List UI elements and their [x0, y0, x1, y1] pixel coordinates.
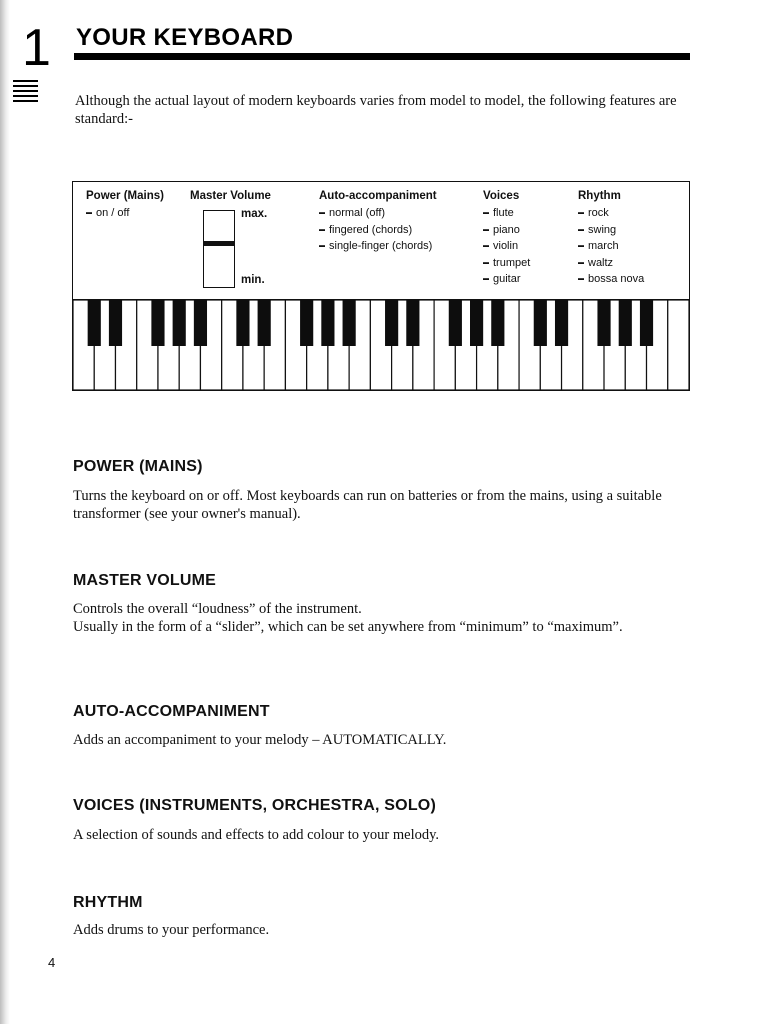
power-column: [86, 190, 164, 222]
black-key: [449, 300, 462, 346]
rhythm-heading: Rhythm: [578, 190, 621, 202]
section-body-auto-accompaniment: Adds an accompaniment to your melody – AUTOMATICALLY.: [73, 732, 447, 748]
black-key: [385, 300, 398, 346]
auto-item: ▬ normal (off): [319, 205, 437, 222]
voice-item: ▬ piano: [483, 222, 530, 239]
black-key: [555, 300, 568, 346]
black-key: [88, 300, 101, 346]
black-key: [619, 300, 632, 346]
section-heading-auto-accompaniment: AUTO-ACCOMPANIMENT: [73, 703, 270, 720]
black-key: [597, 300, 610, 346]
rhythm-item: ▬ waltz: [578, 255, 644, 272]
section-heading-voices: VOICES (INSTRUMENTS, ORCHESTRA, SOLO): [73, 797, 436, 814]
chapter-number: 1: [22, 19, 51, 77]
intro-paragraph: Although the actual layout of modern keyboards varies from model to model, the following features are standard:-: [75, 93, 677, 127]
black-key: [236, 300, 249, 346]
chapter-marker-lines: [13, 80, 38, 105]
black-key: [109, 300, 122, 346]
voices-column: [483, 190, 530, 288]
keyboard-diagram: [72, 181, 690, 391]
piano-keys-drawing: [73, 300, 689, 390]
white-key: [668, 300, 689, 390]
black-key: [491, 300, 504, 346]
volume-min-label: min.: [241, 274, 265, 286]
rhythm-item: ▬ bossa nova: [578, 271, 644, 288]
black-key: [300, 300, 313, 346]
rhythm-item: ▬ swing: [578, 222, 644, 239]
section-body-power: Turns the keyboard on or off. Most keyboards can run on batteries or from the mains, using a suitable transformer (see your owner's manual).: [73, 488, 662, 522]
section-body-voices: A selection of sounds and effects to add colour to your melody.: [73, 827, 440, 843]
black-key: [470, 300, 483, 346]
voice-item: ▬ trumpet: [483, 255, 530, 272]
black-key: [321, 300, 334, 346]
black-key: [258, 300, 271, 346]
voices-heading: Voices: [483, 190, 520, 202]
title-rule: [74, 53, 690, 60]
power-heading: Power (Mains): [86, 190, 164, 202]
black-key: [640, 300, 653, 346]
black-key: [343, 300, 356, 346]
black-key: [406, 300, 419, 346]
volume-max-label: max.: [241, 208, 268, 220]
section-body-master-volume: [73, 600, 693, 636]
piano-keys: [73, 299, 689, 391]
auto-item: ▬ single-finger (chords): [319, 238, 437, 255]
rhythm-item: ▬ rock: [578, 205, 644, 222]
volume-slider: [203, 210, 235, 288]
page-binding-shadow: [0, 0, 10, 1024]
master-volume-line: Controls the overall “loudness” of the instrument.: [73, 601, 362, 617]
auto-item: ▬ fingered (chords): [319, 222, 437, 239]
auto-accompaniment-heading: Auto-accompaniment: [319, 190, 437, 202]
master-volume-line: Usually in the form of a “slider”, which can be set anywhere from “minimum” to “maximum”.: [73, 619, 623, 635]
page-number: 4: [48, 955, 56, 970]
rhythm-column: [578, 190, 644, 288]
volume-heading: Master Volume: [190, 190, 271, 202]
voice-item: ▬ flute: [483, 205, 530, 222]
page-title: YOUR KEYBOARD: [76, 24, 294, 51]
black-key: [194, 300, 207, 346]
voice-item: ▬ violin: [483, 238, 530, 255]
section-heading-power: POWER (MAINS): [73, 458, 203, 475]
section-heading-master-volume: MASTER VOLUME: [73, 572, 217, 589]
black-key: [173, 300, 186, 346]
power-item: ▬ on / off: [86, 205, 164, 222]
volume-slider-knob: [203, 241, 235, 246]
volume-column: [190, 190, 271, 205]
voice-item: ▬ guitar: [483, 271, 530, 288]
rhythm-item: ▬ march: [578, 238, 644, 255]
auto-accompaniment-column: [319, 190, 437, 255]
black-key: [534, 300, 547, 346]
black-key: [151, 300, 164, 346]
section-heading-rhythm: RHYTHM: [73, 894, 143, 911]
section-body-rhythm: Adds drums to your performance.: [73, 922, 270, 938]
